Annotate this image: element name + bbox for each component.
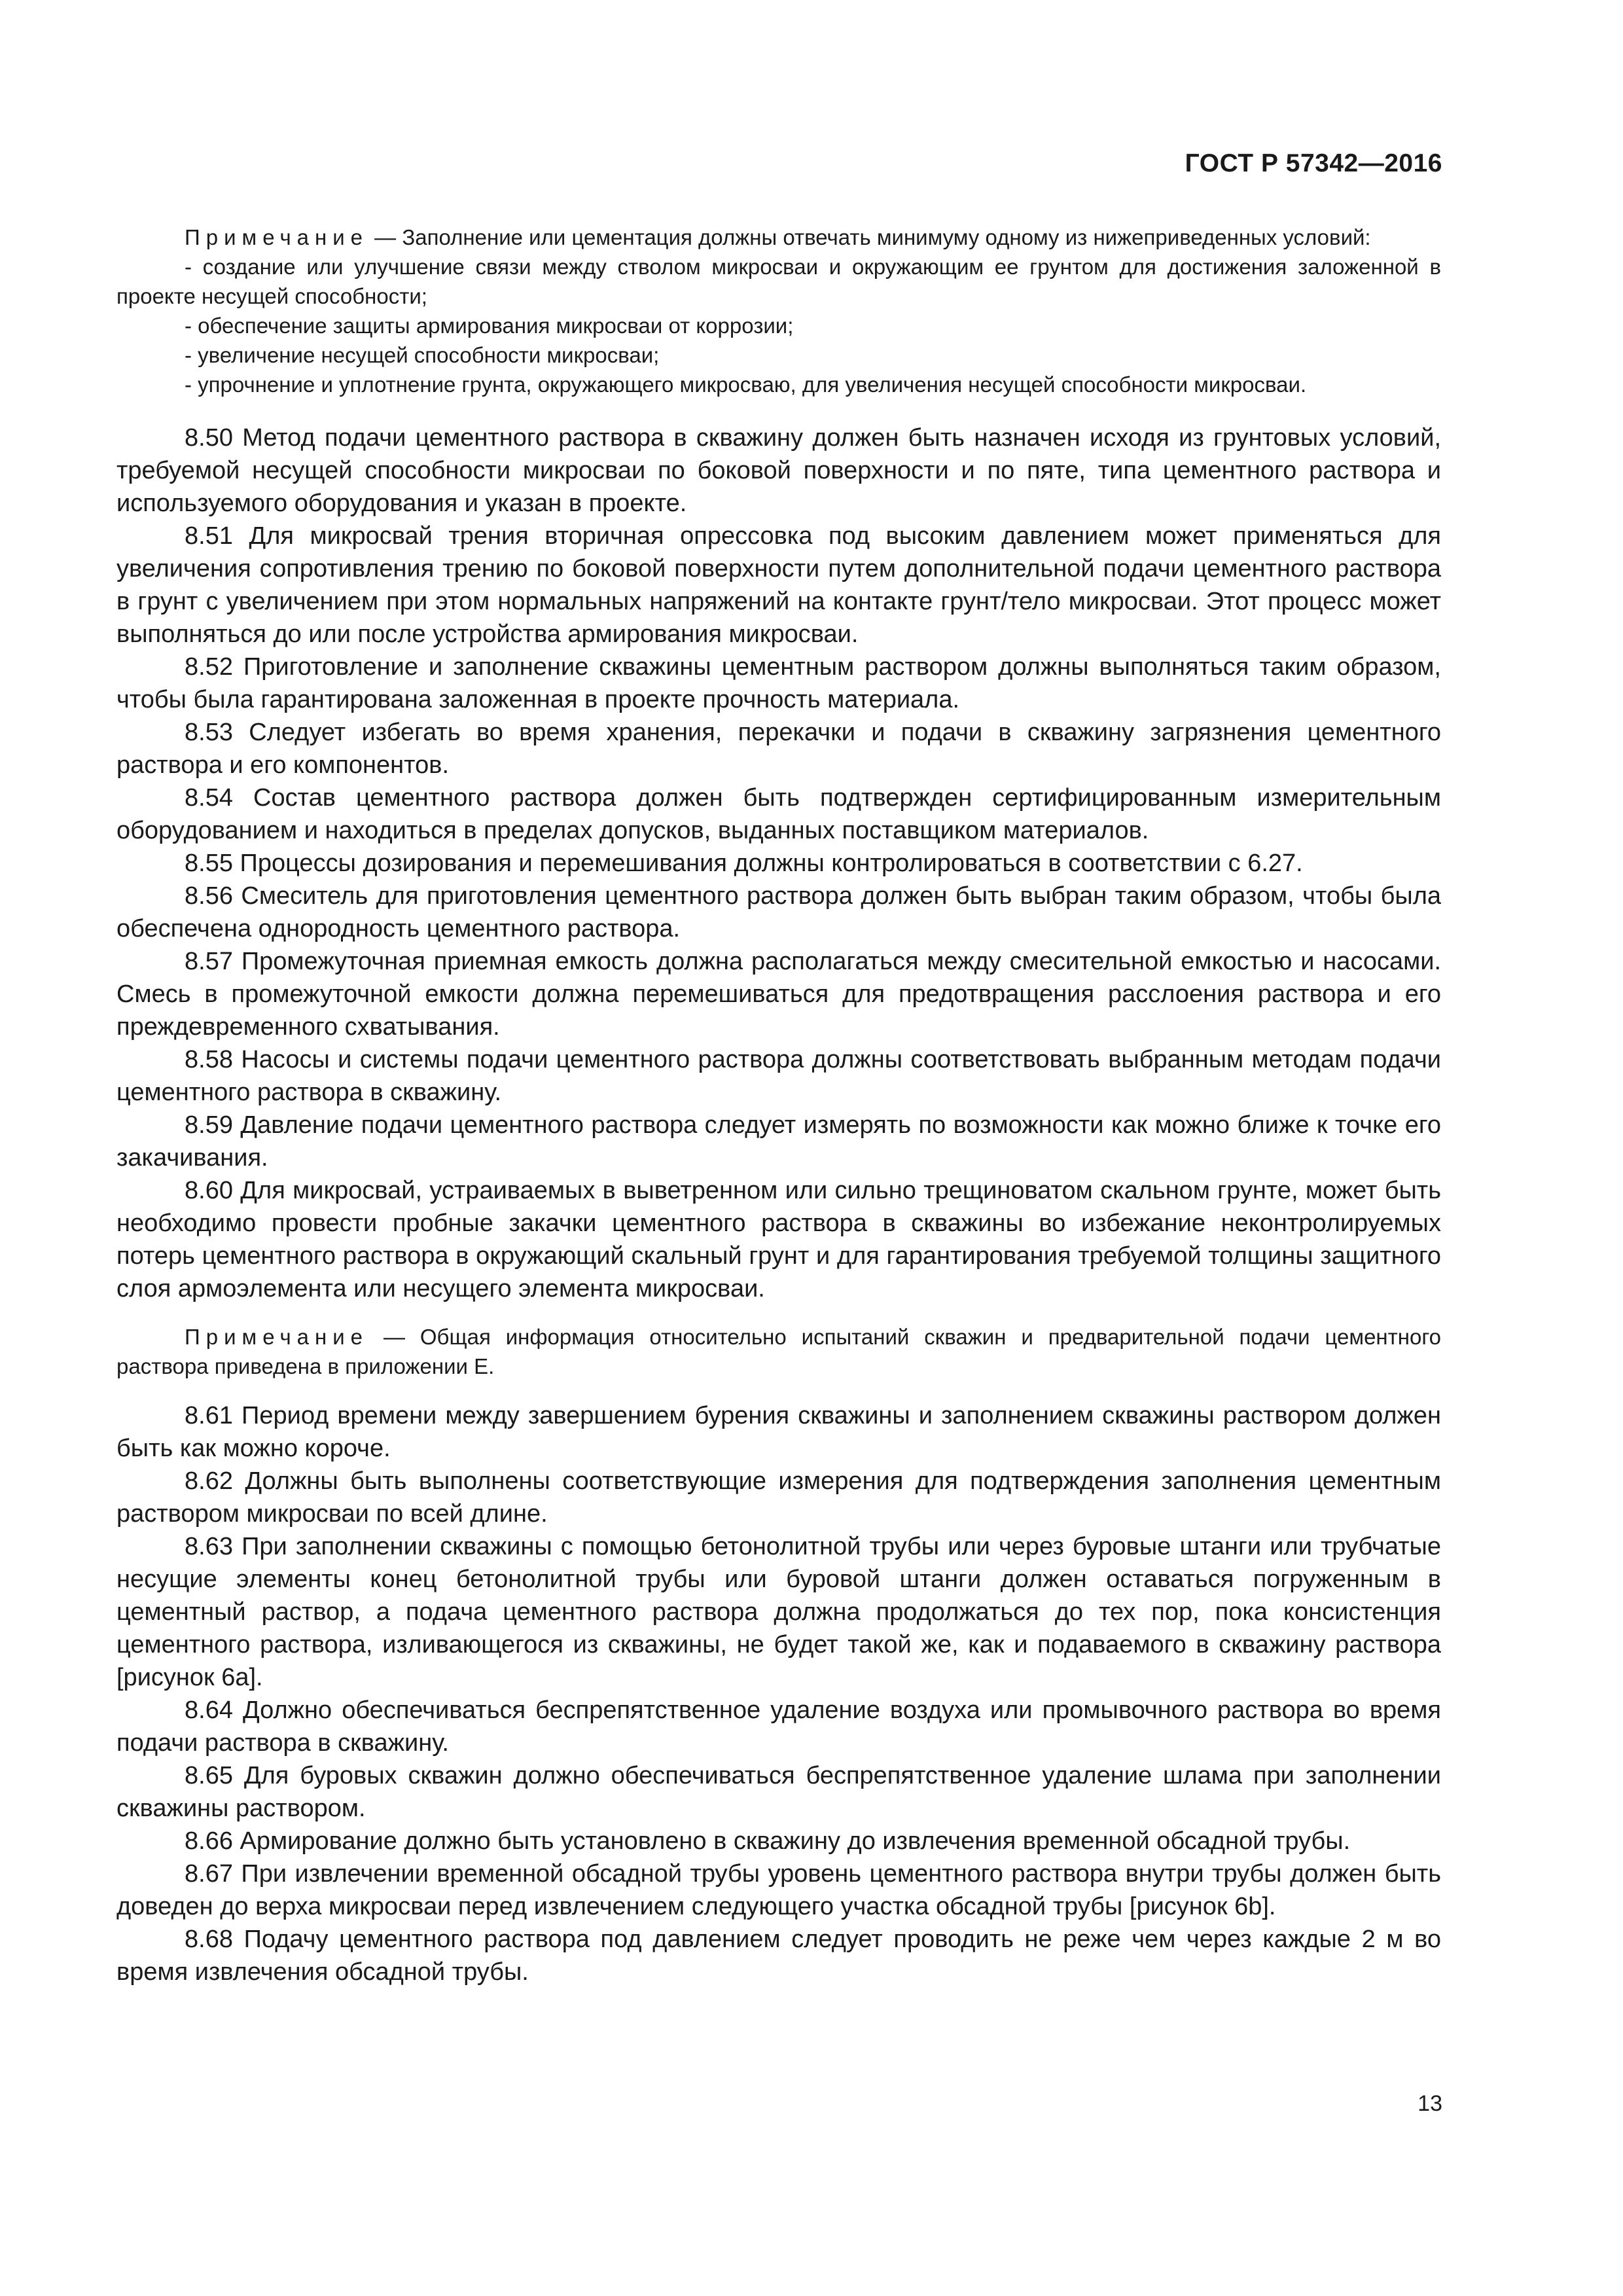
paragraph-8-60: 8.60 Для микросвай, устраиваемых в выветренном или сильно трещиноватом скальном грунте, может быть необходимо провести пробные закачки цементного раствора в скважины во избежание неконтролируемых потерь цементного раствора в окружающий скальный грунт и для гарантирования требуемой толщины защитного слоя армоэлемента или несущего элемента микросваи. (116, 1177, 1441, 1302)
paragraph-8-52: 8.52 Приготовление и заполнение скважины цементным раствором должны выполняться таким образом, чтобы была гарантирована заложенная в проекте прочность материала. (116, 653, 1441, 713)
paragraph-8-53: 8.53 Следует избегать во время хранения, перекачки и подачи в скважину загрязнения цементного раствора и его компонентов. (116, 719, 1441, 779)
note-item: - упрочнение и уплотнение грунта, окружающего микросваю, для увеличения несущей способности микросваи. (185, 372, 1307, 397)
note-conditions (116, 223, 1441, 399)
paragraph-8-50: 8.50 Метод подачи цементного раствора в скважину должен быть назначен исходя из грунтовых условий, требуемой несущей способности микросваи по боковой поверхности и по пяте, типа цементного раствора и используемого оборудования и указан в проекте. (116, 424, 1441, 517)
paragraph-8-64: 8.64 Должно обеспечиваться беспрепятственное удаление воздуха или промывочного раствора во время подачи раствора в скважину. (116, 1696, 1441, 1757)
paragraph-8-66: 8.66 Армирование должно быть установлено в скважину до извлечения временной обсадной трубы. (185, 1827, 1351, 1855)
paragraph-8-65: 8.65 Для буровых скважин должно обеспечиваться беспрепятственное удаление шлама при заполнении скважины раствором. (116, 1762, 1441, 1822)
paragraph-8-68: 8.68 Подачу цементного раствора под давлением следует проводить не реже чем через каждые 2 м во время извлечения обсадной трубы. (116, 1926, 1441, 1986)
note-text: — Общая информация относительно испытаний скважин и предварительной подачи цементного раствора приведена в приложении Е. (116, 1325, 1441, 1378)
paragraph-8-54: 8.54 Состав цементного раствора должен быть подтвержден сертифицированным измерительным оборудованием и находиться в пределах допусков, выданных поставщиком материалов. (116, 784, 1441, 844)
paragraph-8-57: 8.57 Промежуточная приемная емкость должна располагаться между смесительной емкостью и насосами. Смесь в промежуточной емкости должна перемешиваться для предотвращения расслоения раствора и его преждевременного схватывания. (116, 948, 1441, 1041)
paragraph-8-63: 8.63 При заполнении скважины с помощью бетонолитной трубы или через буровые штанги или трубчатые несущие элементы конец бетонолитной трубы или буровой штанги должен оставаться погруженным в цементный раствор, а подача цементного раствора должна продолжаться до тех пор, пока консистенция цементного раствора, изливающегося из скважины, не будет такой же, как и подаваемого в скважину раствора [рисунок 6а]. (116, 1533, 1441, 1691)
paragraph-8-56: 8.56 Смеситель для приготовления цементного раствора должен быть выбран таким образом, чтобы была обеспечена однородность цементного раствора. (116, 882, 1441, 942)
note-item: - создание или улучшение связи между стволом микросваи и окружающим ее грунтом для достижения заложенной в проекте несущей способности; (116, 255, 1441, 308)
paragraph-8-58: 8.58 Насосы и системы подачи цементного раствора должны соответствовать выбранным методам подачи цементного раствора в скважину. (116, 1046, 1441, 1106)
paragraph-group-b (116, 1399, 1441, 1988)
paragraph-8-62: 8.62 Должны быть выполнены соответствующие измерения для подтверждения заполнения цементным раствором микросваи по всей длине. (116, 1467, 1441, 1528)
note-lead: — Заполнение или цементация должны отвечать минимуму одному из нижеприведенных условий: (368, 225, 1371, 249)
note-label: Примечание (185, 1325, 369, 1349)
note-item: - увеличение несущей способности микросваи; (185, 343, 660, 367)
paragraph-8-55: 8.55 Процессы дозирования и перемешивания должны контролироваться в соответствии с 6.27. (185, 850, 1303, 877)
note-item: - обеспечение защиты армирования микросваи от коррозии; (185, 314, 794, 338)
note-annex-e (116, 1322, 1441, 1381)
paragraph-group-a (116, 422, 1441, 1305)
document-body (116, 223, 1441, 1988)
paragraph-8-67: 8.67 При извлечении временной обсадной трубы уровень цементного раствора внутри трубы должен быть доведен до верха микросваи перед извлечением следующего участка обсадной трубы [рисунок 6b]. (116, 1860, 1441, 1920)
paragraph-8-61: 8.61 Период времени между завершением бурения скважины и заполнением скважины раствором должен быть как можно короче. (116, 1402, 1441, 1462)
page-number: 13 (1418, 2091, 1442, 2116)
note-label: Примечание (185, 225, 369, 249)
paragraph-8-59: 8.59 Давление подачи цементного раствора следует измерять по возможности как можно ближе к точке его закачивания. (116, 1111, 1441, 1172)
paragraph-8-51: 8.51 Для микросвай трения вторичная опрессовка под высоким давлением может применяться для увеличения сопротивления трению по боковой поверхности путем дополнительной подачи цементного раствора в грунт с увеличением при этом нормальных напряжений на контакте грунт/тело микросваи. Этот процесс может выполняться до или после устройства армирования микросваи. (116, 522, 1441, 648)
document-header: ГОСТ Р 57342—2016 (1185, 149, 1442, 177)
